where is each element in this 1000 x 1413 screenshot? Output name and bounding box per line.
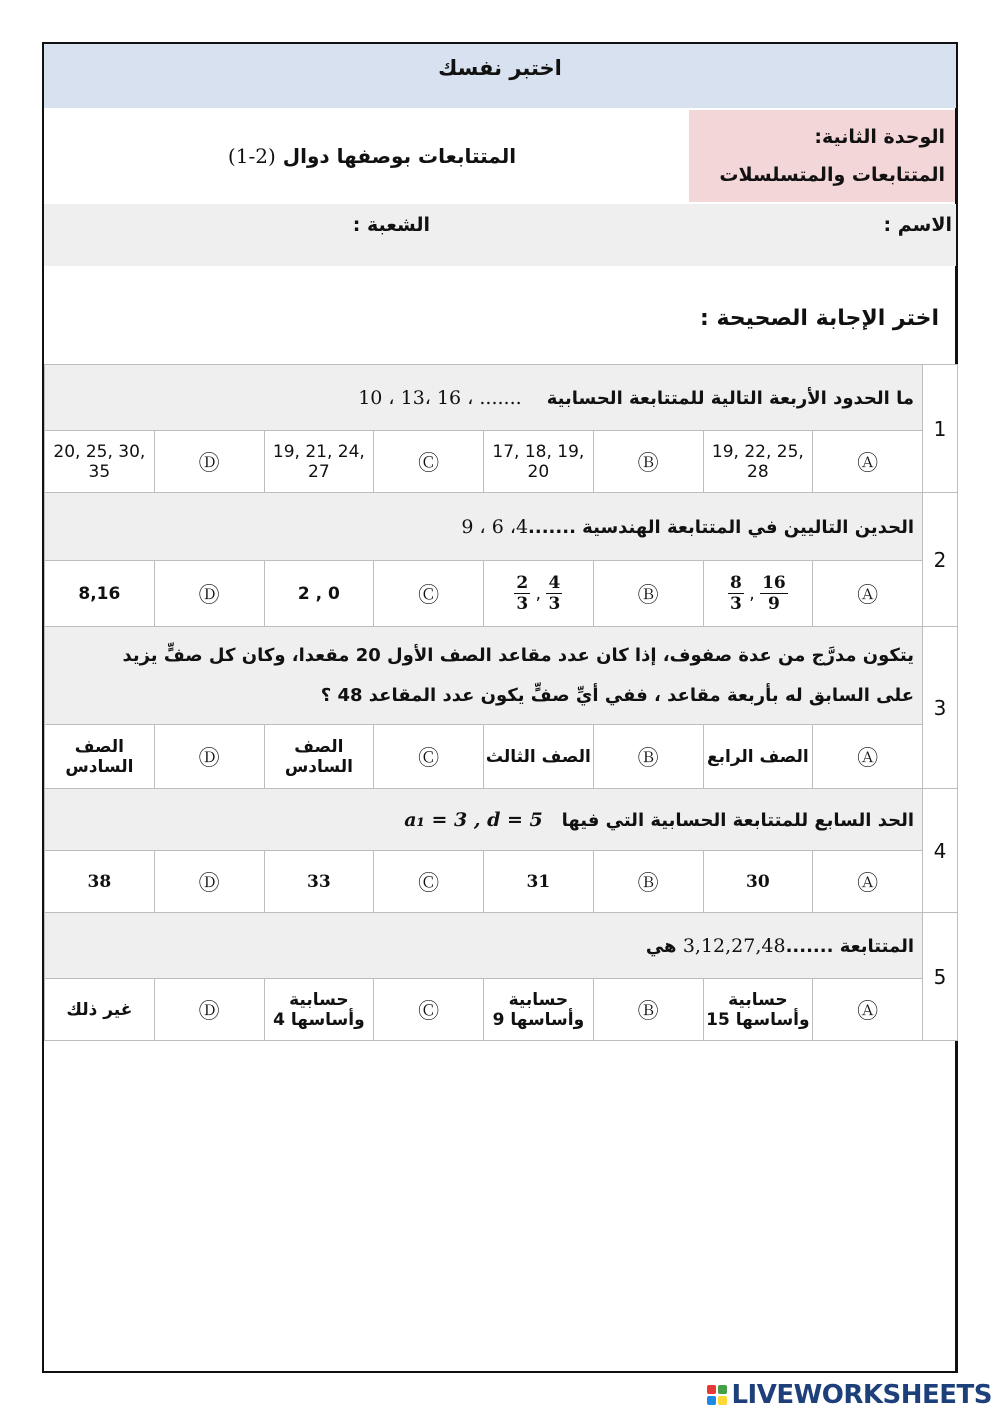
student-info-row	[44, 204, 956, 266]
option-b-marker[interactable]: Ⓑ	[593, 851, 703, 913]
option-c[interactable]: 2 , 0	[264, 561, 374, 627]
option-a-marker[interactable]: Ⓐ	[813, 561, 923, 627]
option-c-marker[interactable]: Ⓒ	[374, 431, 484, 493]
options-row	[45, 561, 958, 627]
option-a-marker[interactable]: Ⓐ	[813, 979, 923, 1041]
option-d-marker[interactable]: Ⓓ	[154, 561, 264, 627]
option-b[interactable]: 31	[484, 851, 594, 913]
fraction: $\frac{8}{3}$	[730, 573, 742, 614]
liveworksheets-logo[interactable]	[707, 1380, 992, 1410]
logo-square	[707, 1396, 716, 1405]
option-a[interactable]: الصف الرابع	[703, 725, 813, 789]
option-c[interactable]: 33	[264, 851, 374, 913]
option-c-marker[interactable]: Ⓒ	[374, 979, 484, 1041]
worksheet-title: اختبر نفسك	[44, 44, 956, 108]
option-c-marker[interactable]: Ⓒ	[374, 725, 484, 789]
question-number: 4	[923, 789, 958, 913]
option-c-marker[interactable]: Ⓒ	[374, 851, 484, 913]
question-number: 2	[923, 493, 958, 627]
option-d[interactable]: 8,16	[45, 561, 155, 627]
option-d-marker[interactable]: Ⓓ	[154, 431, 264, 493]
section-label[interactable]: الشعبة :	[352, 214, 430, 236]
name-label[interactable]: الاسم :	[883, 214, 952, 236]
logo-square	[718, 1396, 727, 1405]
question-number: 1	[923, 365, 958, 493]
options-row	[45, 431, 958, 493]
lesson-title: المتتابعات بوصفها دوال	[282, 144, 517, 168]
question-row	[45, 627, 958, 725]
option-a-marker[interactable]: Ⓐ	[813, 725, 923, 789]
option-b[interactable]: 17, 18, 19, 20	[484, 431, 594, 493]
question-stem: ما الحدود الأربعة التالية للمتتابعة الحسابية ....... ، 16 ،13 ، 10	[45, 365, 923, 431]
option-b-marker[interactable]: Ⓑ	[593, 431, 703, 493]
question-stem: المتتابعة .......3,12,27,48 هي	[45, 913, 923, 979]
sequence-values: ....... ، 16 ،13 ، 10	[358, 386, 522, 409]
unit-name: المتتابعات والمتسلسلات	[719, 164, 945, 186]
option-d-marker[interactable]: Ⓓ	[154, 725, 264, 789]
lesson-number: (2-1)	[227, 144, 276, 168]
option-d-marker[interactable]: Ⓓ	[154, 851, 264, 913]
option-b[interactable]: حسابية وأساسها 9	[484, 979, 594, 1041]
logo-square	[718, 1385, 727, 1394]
questions-table	[44, 364, 958, 1041]
question-row	[45, 913, 958, 979]
question-stem: يتكون مدرَّج من عدة صفوف، إذا كان عدد مقاعد الصف الأول 20 مقعدا، وكان كل صفٍّ يزيد على السابق له بأربعة مقاعد ، ففي أيِّ صفٍّ يكون عدد المقاعد 48 ؟	[45, 627, 923, 725]
option-d-marker[interactable]: Ⓓ	[154, 979, 264, 1041]
option-b[interactable]: الصف الثالث	[484, 725, 594, 789]
options-row	[45, 979, 958, 1041]
options-row	[45, 851, 958, 913]
question-number: 3	[923, 627, 958, 789]
option-d[interactable]: الصف السادس	[45, 725, 155, 789]
option-a-marker[interactable]: Ⓐ	[813, 431, 923, 493]
logo-text: LIVEWORKSHEETS	[731, 1380, 992, 1410]
question-stem: الحد السابع للمتتابعة الحسابية التي فيها a₁ = 3 , d = 5	[45, 789, 923, 851]
option-c[interactable]: الصف السادس	[264, 725, 374, 789]
logo-icon	[707, 1385, 727, 1405]
option-d[interactable]: 38	[45, 851, 155, 913]
fraction: $\frac{16}{9}$	[762, 573, 786, 614]
options-row	[45, 725, 958, 789]
fraction: $\frac{2}{3}$	[516, 573, 529, 614]
unit-label: الوحدة الثانية:	[814, 126, 945, 148]
option-d[interactable]: 20, 25, 30, 35	[45, 431, 155, 493]
option-a[interactable]: 19, 22, 25, 28	[703, 431, 813, 493]
question-number: 5	[923, 913, 958, 1041]
option-b-marker[interactable]: Ⓑ	[593, 561, 703, 627]
option-d[interactable]: غير ذلك	[45, 979, 155, 1041]
lesson-heading	[44, 110, 690, 202]
worksheet-page	[42, 42, 958, 1373]
option-a[interactable]: $\frac{8}{3}$ , $\frac{16}{9}$	[703, 561, 813, 627]
sequence-values: 3,12,27,48	[682, 934, 786, 957]
logo-square	[707, 1385, 716, 1394]
option-c[interactable]: 19, 21, 24, 27	[264, 431, 374, 493]
option-b-marker[interactable]: Ⓑ	[593, 979, 703, 1041]
option-a[interactable]: حسابية وأساسها 15	[703, 979, 813, 1041]
option-b-marker[interactable]: Ⓑ	[593, 725, 703, 789]
formula: a₁ = 3 , d = 5	[404, 808, 543, 831]
option-a[interactable]: 30	[703, 851, 813, 913]
option-c-marker[interactable]: Ⓒ	[374, 561, 484, 627]
fraction: $\frac{4}{3}$	[548, 573, 561, 614]
question-stem: الحدين التاليين في المتتابعة الهندسية .......4، 6 ، 9	[45, 493, 923, 561]
question-row	[45, 493, 958, 561]
option-a-marker[interactable]: Ⓐ	[813, 851, 923, 913]
option-c[interactable]: حسابية وأساسها 4	[264, 979, 374, 1041]
question-row	[45, 365, 958, 431]
option-b[interactable]: $\frac{2}{3}$ , $\frac{4}{3}$	[484, 561, 594, 627]
unit-box	[689, 110, 955, 202]
sequence-values: 4، 6 ، 9	[461, 515, 529, 538]
instruction-heading: اختر الإجابة الصحيحة :	[700, 306, 939, 331]
question-row	[45, 789, 958, 851]
